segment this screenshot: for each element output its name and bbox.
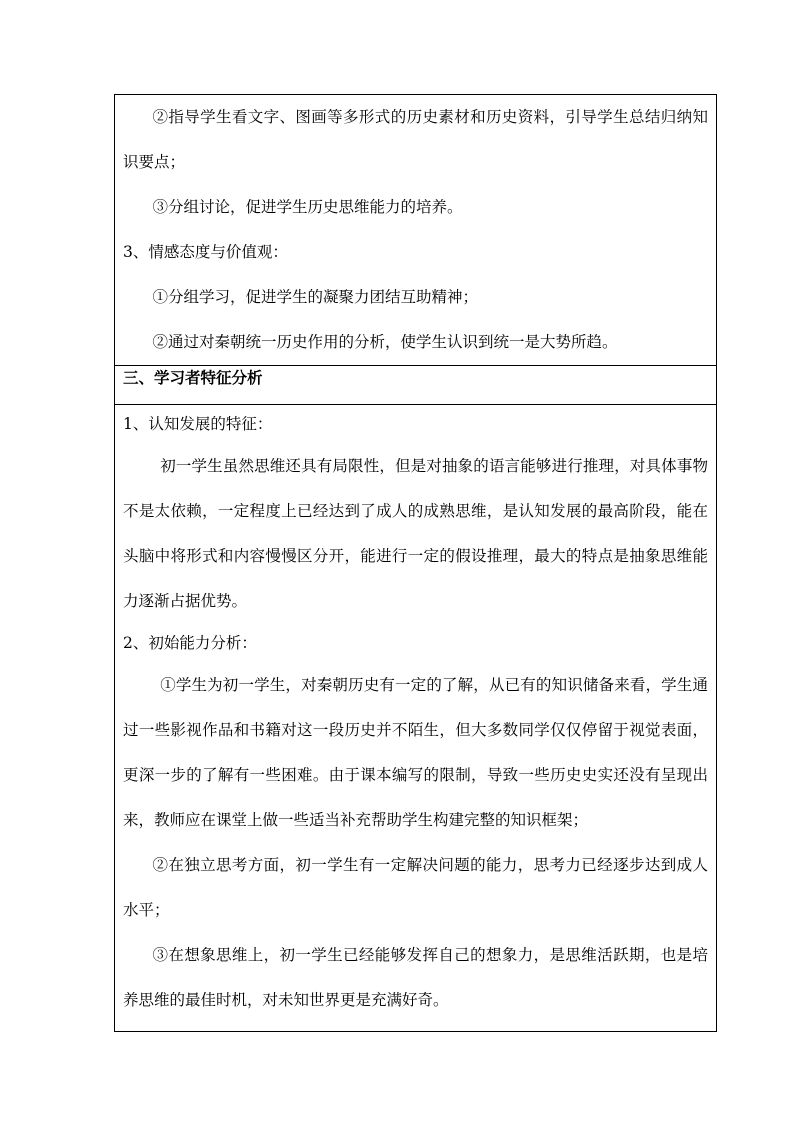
ability-item-imagination: ③在想象思维上，初一学生已经能够发挥自己的想象力，是思维活跃期，也是培养思维的最佳时机，对未知世界更是充满好奇。: [123, 946, 708, 1009]
ability-item-thinking: ②在独立思考方面，初一学生有一定解决问题的能力，思考力已经逐步达到成人水平；: [123, 856, 708, 919]
cognitive-title: 1、认知发展的特征：: [123, 415, 273, 433]
section-heading: 三、学习者特征分析: [115, 366, 717, 405]
emotion-values-title: 3、情感态度与价值观：: [123, 243, 288, 261]
objective-guide-text: ②指导学生看文字、图画等多形式的历史素材和历史资料，引导学生总结归纳知识要点；: [123, 108, 708, 171]
initial-ability-title: 2、初始能力分析：: [123, 634, 257, 652]
objective-discussion-text: ③分组讨论，促进学生历史思维能力的培养。: [152, 198, 463, 216]
learner-analysis-cell: [115, 405, 717, 1032]
objectives-continued-cell: [115, 95, 717, 366]
table-row: [115, 405, 717, 1032]
lesson-plan-table: [114, 94, 717, 1032]
table-row: [115, 95, 717, 366]
emotion-unity-text: ②通过对秦朝统一历史作用的分析，使学生认识到统一是大势所趋。: [152, 333, 618, 351]
table-row: [115, 366, 717, 405]
ability-item-knowledge: ①学生为初一学生，对秦朝历史有一定的了解，从已有的知识储备来看，学生通过一些影视作品和书籍对这一段历史并不陌生，但大多数同学仅仅停留于视觉表面，更深一步的了解有一些困难。由于课本编写的限制，导致一些历史史实还没有呈现出来，教师应在课堂上做一些适当补充帮助学生构建完整的知识框架；: [123, 676, 708, 829]
emotion-group-text: ①分组学习，促进学生的凝聚力团结互助精神；: [152, 288, 478, 306]
cognitive-body: 初一学生虽然思维还具有局限性，但是对抽象的语言能够进行推理，对具体事物不是太依赖，一定程度上已经达到了成人的成熟思维，是认知发展的最高阶段，能在头脑中将形式和内容慢慢区分开，能进行一定的假设推理，最大的特点是抽象思维能力逐渐占据优势。: [123, 457, 708, 610]
